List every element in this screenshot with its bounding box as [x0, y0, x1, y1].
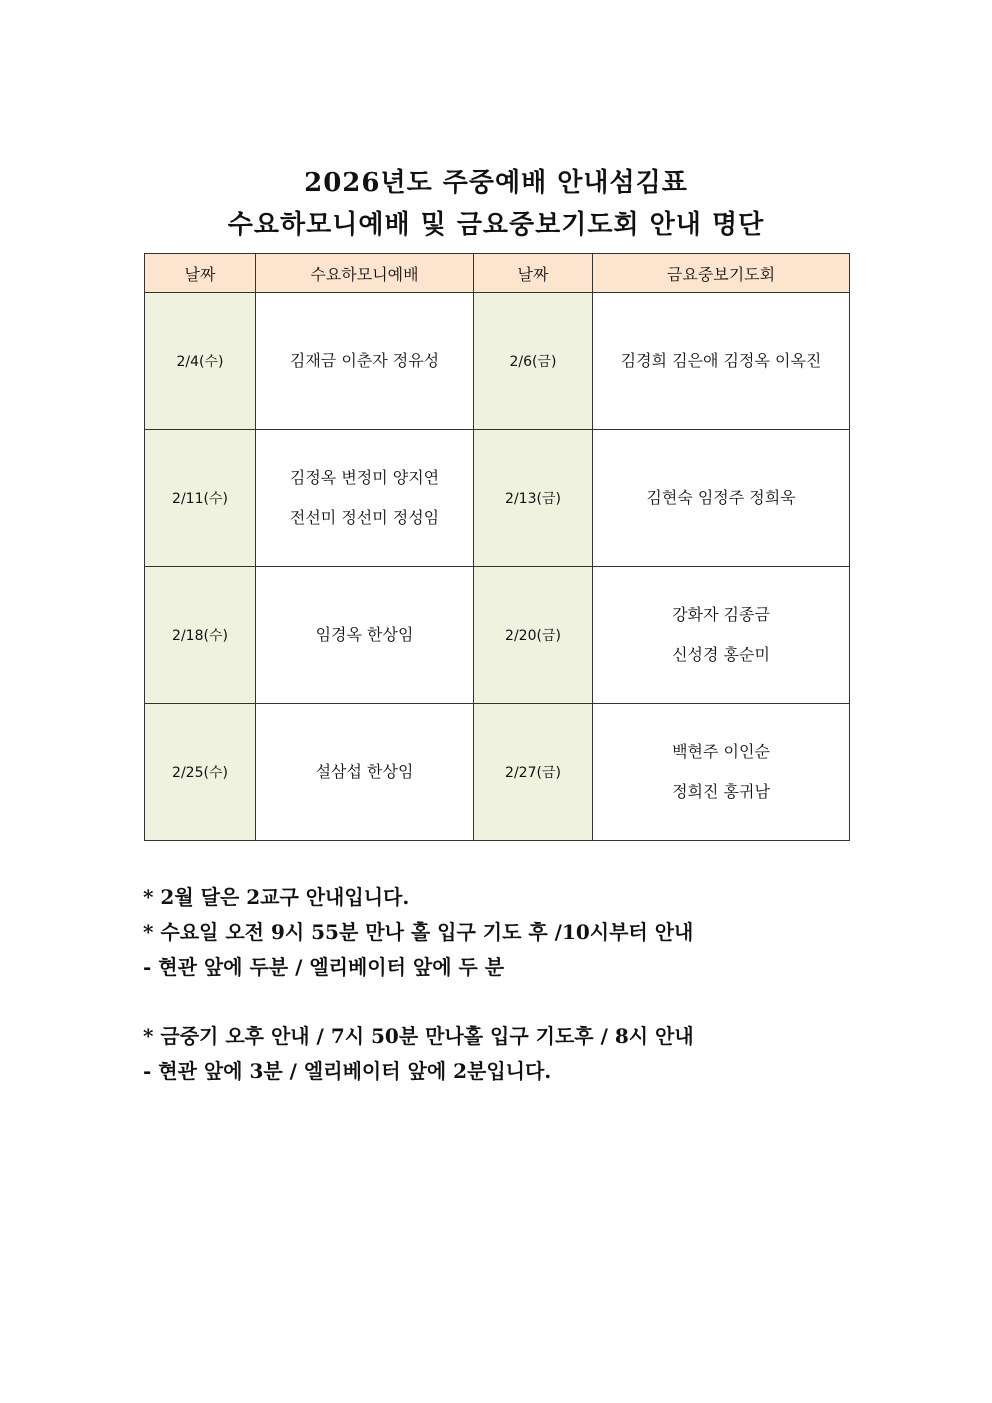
header-fri-service: 금요중보기도회	[593, 254, 850, 293]
wed-names-cell	[256, 704, 474, 841]
table-row	[145, 430, 850, 567]
name-line: 김정옥 변정미 양지연	[289, 468, 440, 487]
wed-date-cell: 2/4(수)	[145, 293, 256, 430]
wed-date-cell: 2/25(수)	[145, 704, 256, 841]
wed-names-cell	[256, 567, 474, 704]
schedule-table	[144, 253, 850, 841]
fri-date-cell: 2/20(금)	[474, 567, 593, 704]
header-wed-date: 날짜	[145, 254, 256, 293]
header-fri-date: 날짜	[474, 254, 593, 293]
name-line: 설삼섭 한상임	[315, 762, 414, 781]
name-line: 김경희 김은애 김정옥 이옥진	[620, 351, 822, 370]
note-line: * 2월 달은 2교구 안내입니다.	[143, 885, 410, 909]
table-header-row	[145, 254, 850, 293]
table-row	[145, 567, 850, 704]
wed-date-cell: 2/11(수)	[145, 430, 256, 567]
table-row	[145, 704, 850, 841]
name-line: 임경옥 한상임	[315, 625, 414, 644]
wed-date-cell: 2/18(수)	[145, 567, 256, 704]
fri-date-cell: 2/27(금)	[474, 704, 593, 841]
document-subtitle: 수요하모니예배 및 금요중보기도회 안내 명단	[227, 210, 765, 240]
note-spacer	[143, 985, 863, 1019]
fri-names-cell	[593, 293, 850, 430]
note-line: * 금중기 오후 안내 / 7시 50분 만나홀 입구 기도후 / 8시 안내	[143, 1024, 694, 1048]
fri-names-cell	[593, 704, 850, 841]
fri-date-cell: 2/13(금)	[474, 430, 593, 567]
name-line: 전선미 정선미 정성임	[289, 508, 440, 527]
wed-names-cell	[256, 430, 474, 567]
name-line: 김재금 이춘자 정유성	[289, 351, 440, 370]
header-wed-service: 수요하모니예배	[256, 254, 474, 293]
name-line: 정희진 홍귀남	[672, 782, 770, 801]
wed-names-cell	[256, 293, 474, 430]
notes-section	[143, 880, 863, 1089]
table-row	[145, 293, 850, 430]
name-line: 백현주 이인순	[672, 742, 770, 761]
note-line: - 현관 앞에 3분 / 엘리베이터 앞에 2분입니다.	[143, 1059, 552, 1083]
note-line: - 현관 앞에 두분 / 엘리베이터 앞에 두 분	[143, 955, 505, 979]
name-line: 신성경 홍순미	[672, 645, 770, 664]
name-line: 강화자 김종금	[672, 605, 770, 624]
document-title: 2026년도 주중예배 안내섬김표	[304, 168, 688, 198]
fri-names-cell	[593, 430, 850, 567]
fri-names-cell	[593, 567, 850, 704]
fri-date-cell: 2/6(금)	[474, 293, 593, 430]
name-line: 김현숙 임정주 정희욱	[646, 488, 796, 507]
note-line: * 수요일 오전 9시 55분 만나 홀 입구 기도 후 /10시부터 안내	[143, 920, 694, 944]
